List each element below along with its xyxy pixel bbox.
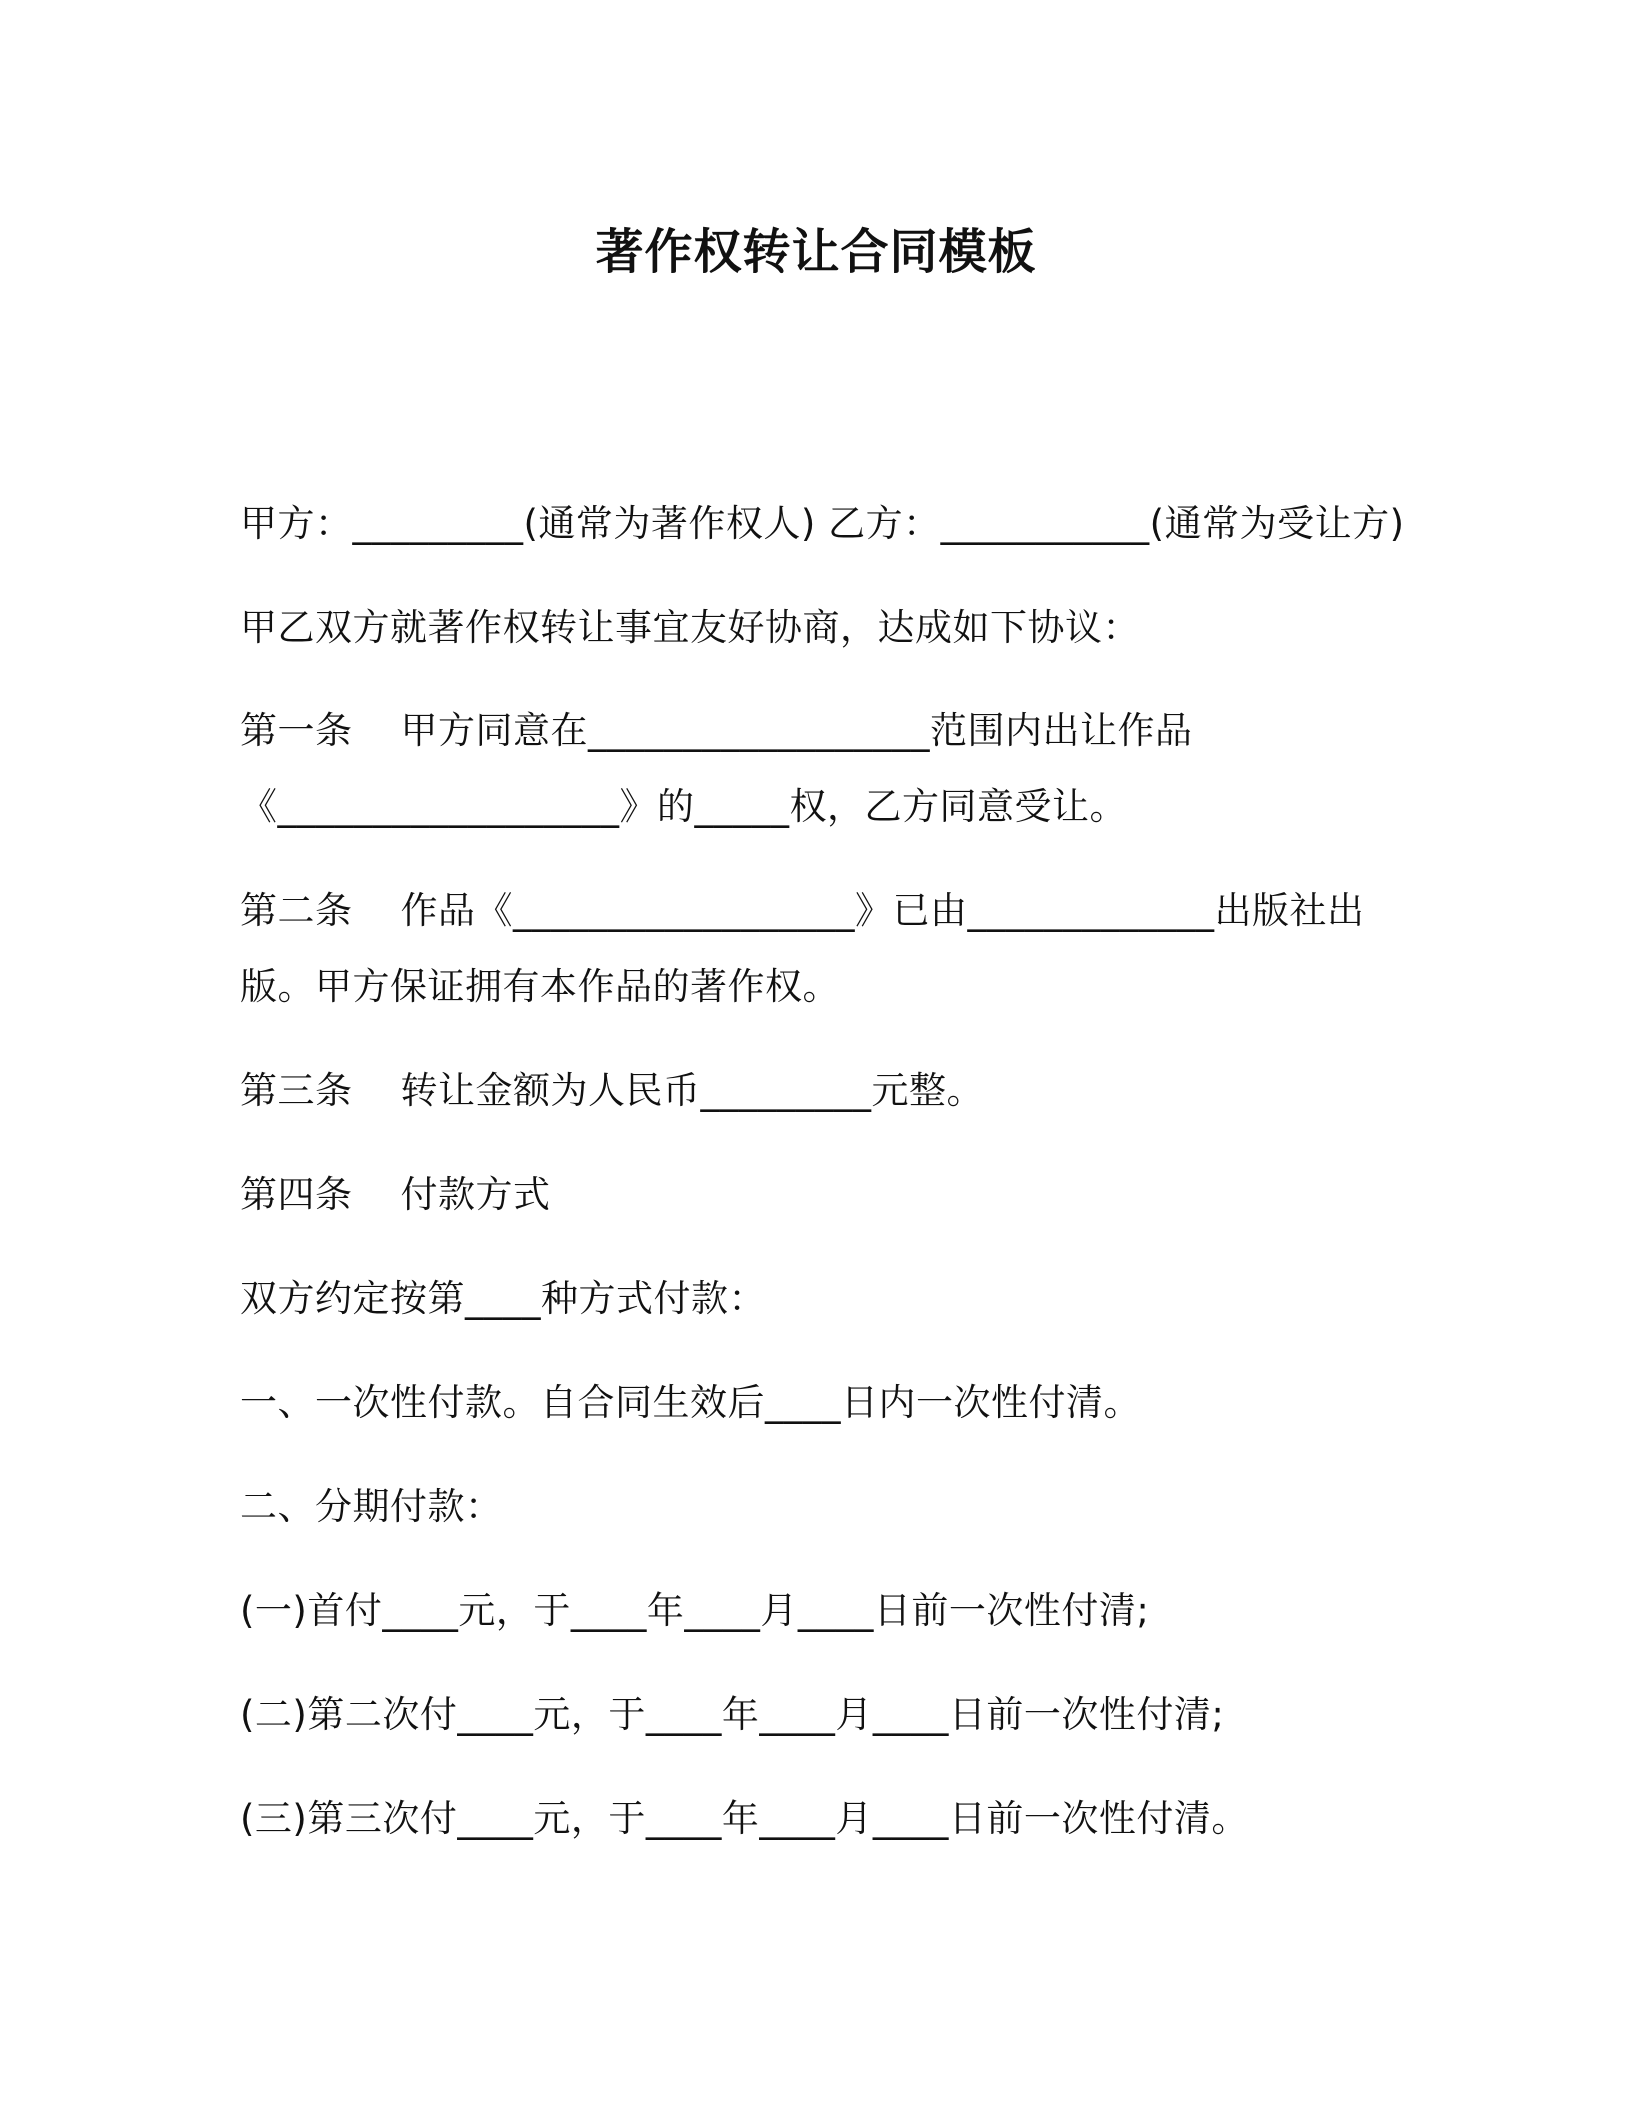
article-3-heading: 第三条 <box>240 1069 353 1112</box>
article-4-text: 付款方式 <box>400 1173 551 1216</box>
article-4-heading: 第四条 <box>240 1173 353 1216</box>
article-3-text: 转让金额为人民币_________元整。 <box>400 1069 984 1112</box>
article-1-text: 甲方同意在__________________范围内出让作品 <box>400 709 1193 752</box>
installment-3-line: (三)第三次付____元，于____年____月____日前一次性付清。 <box>240 1797 1249 1840</box>
article-1-line-2: 《__________________》的_____权，乙方同意受让。 <box>240 785 1127 828</box>
intro-line: 甲乙双方就著作权转让事宜友好协商，达成如下协议： <box>240 606 1140 649</box>
article-2-heading: 第二条 <box>240 889 353 932</box>
installment-heading: 二、分期付款： <box>240 1485 503 1528</box>
article-1-heading: 第一条 <box>240 709 353 752</box>
document-title: 著作权转让合同模板 <box>595 224 1037 280</box>
article-3-line <box>240 1066 984 1116</box>
article-1-line-1 <box>240 706 1193 756</box>
parties-line: 甲方：_________(通常为著作权人) 乙方：___________(通常为受让方) <box>240 502 1405 545</box>
installment-1-line: (一)首付____元，于____年____月____日前一次性付清; <box>240 1589 1150 1632</box>
lump-sum-line: 一、一次性付款。自合同生效后____日内一次性付清。 <box>240 1381 1141 1424</box>
installment-2-line: (二)第二次付____元，于____年____月____日前一次性付清; <box>240 1693 1225 1736</box>
article-4-line <box>240 1170 551 1220</box>
article-2-line-2: 版。甲方保证拥有本作品的著作权。 <box>240 965 840 1008</box>
article-2-text: 作品《__________________》已由_____________出版社出 <box>400 889 1365 932</box>
payment-choice-line: 双方约定按第____种方式付款： <box>240 1277 766 1320</box>
article-2-line-1 <box>240 886 1365 936</box>
